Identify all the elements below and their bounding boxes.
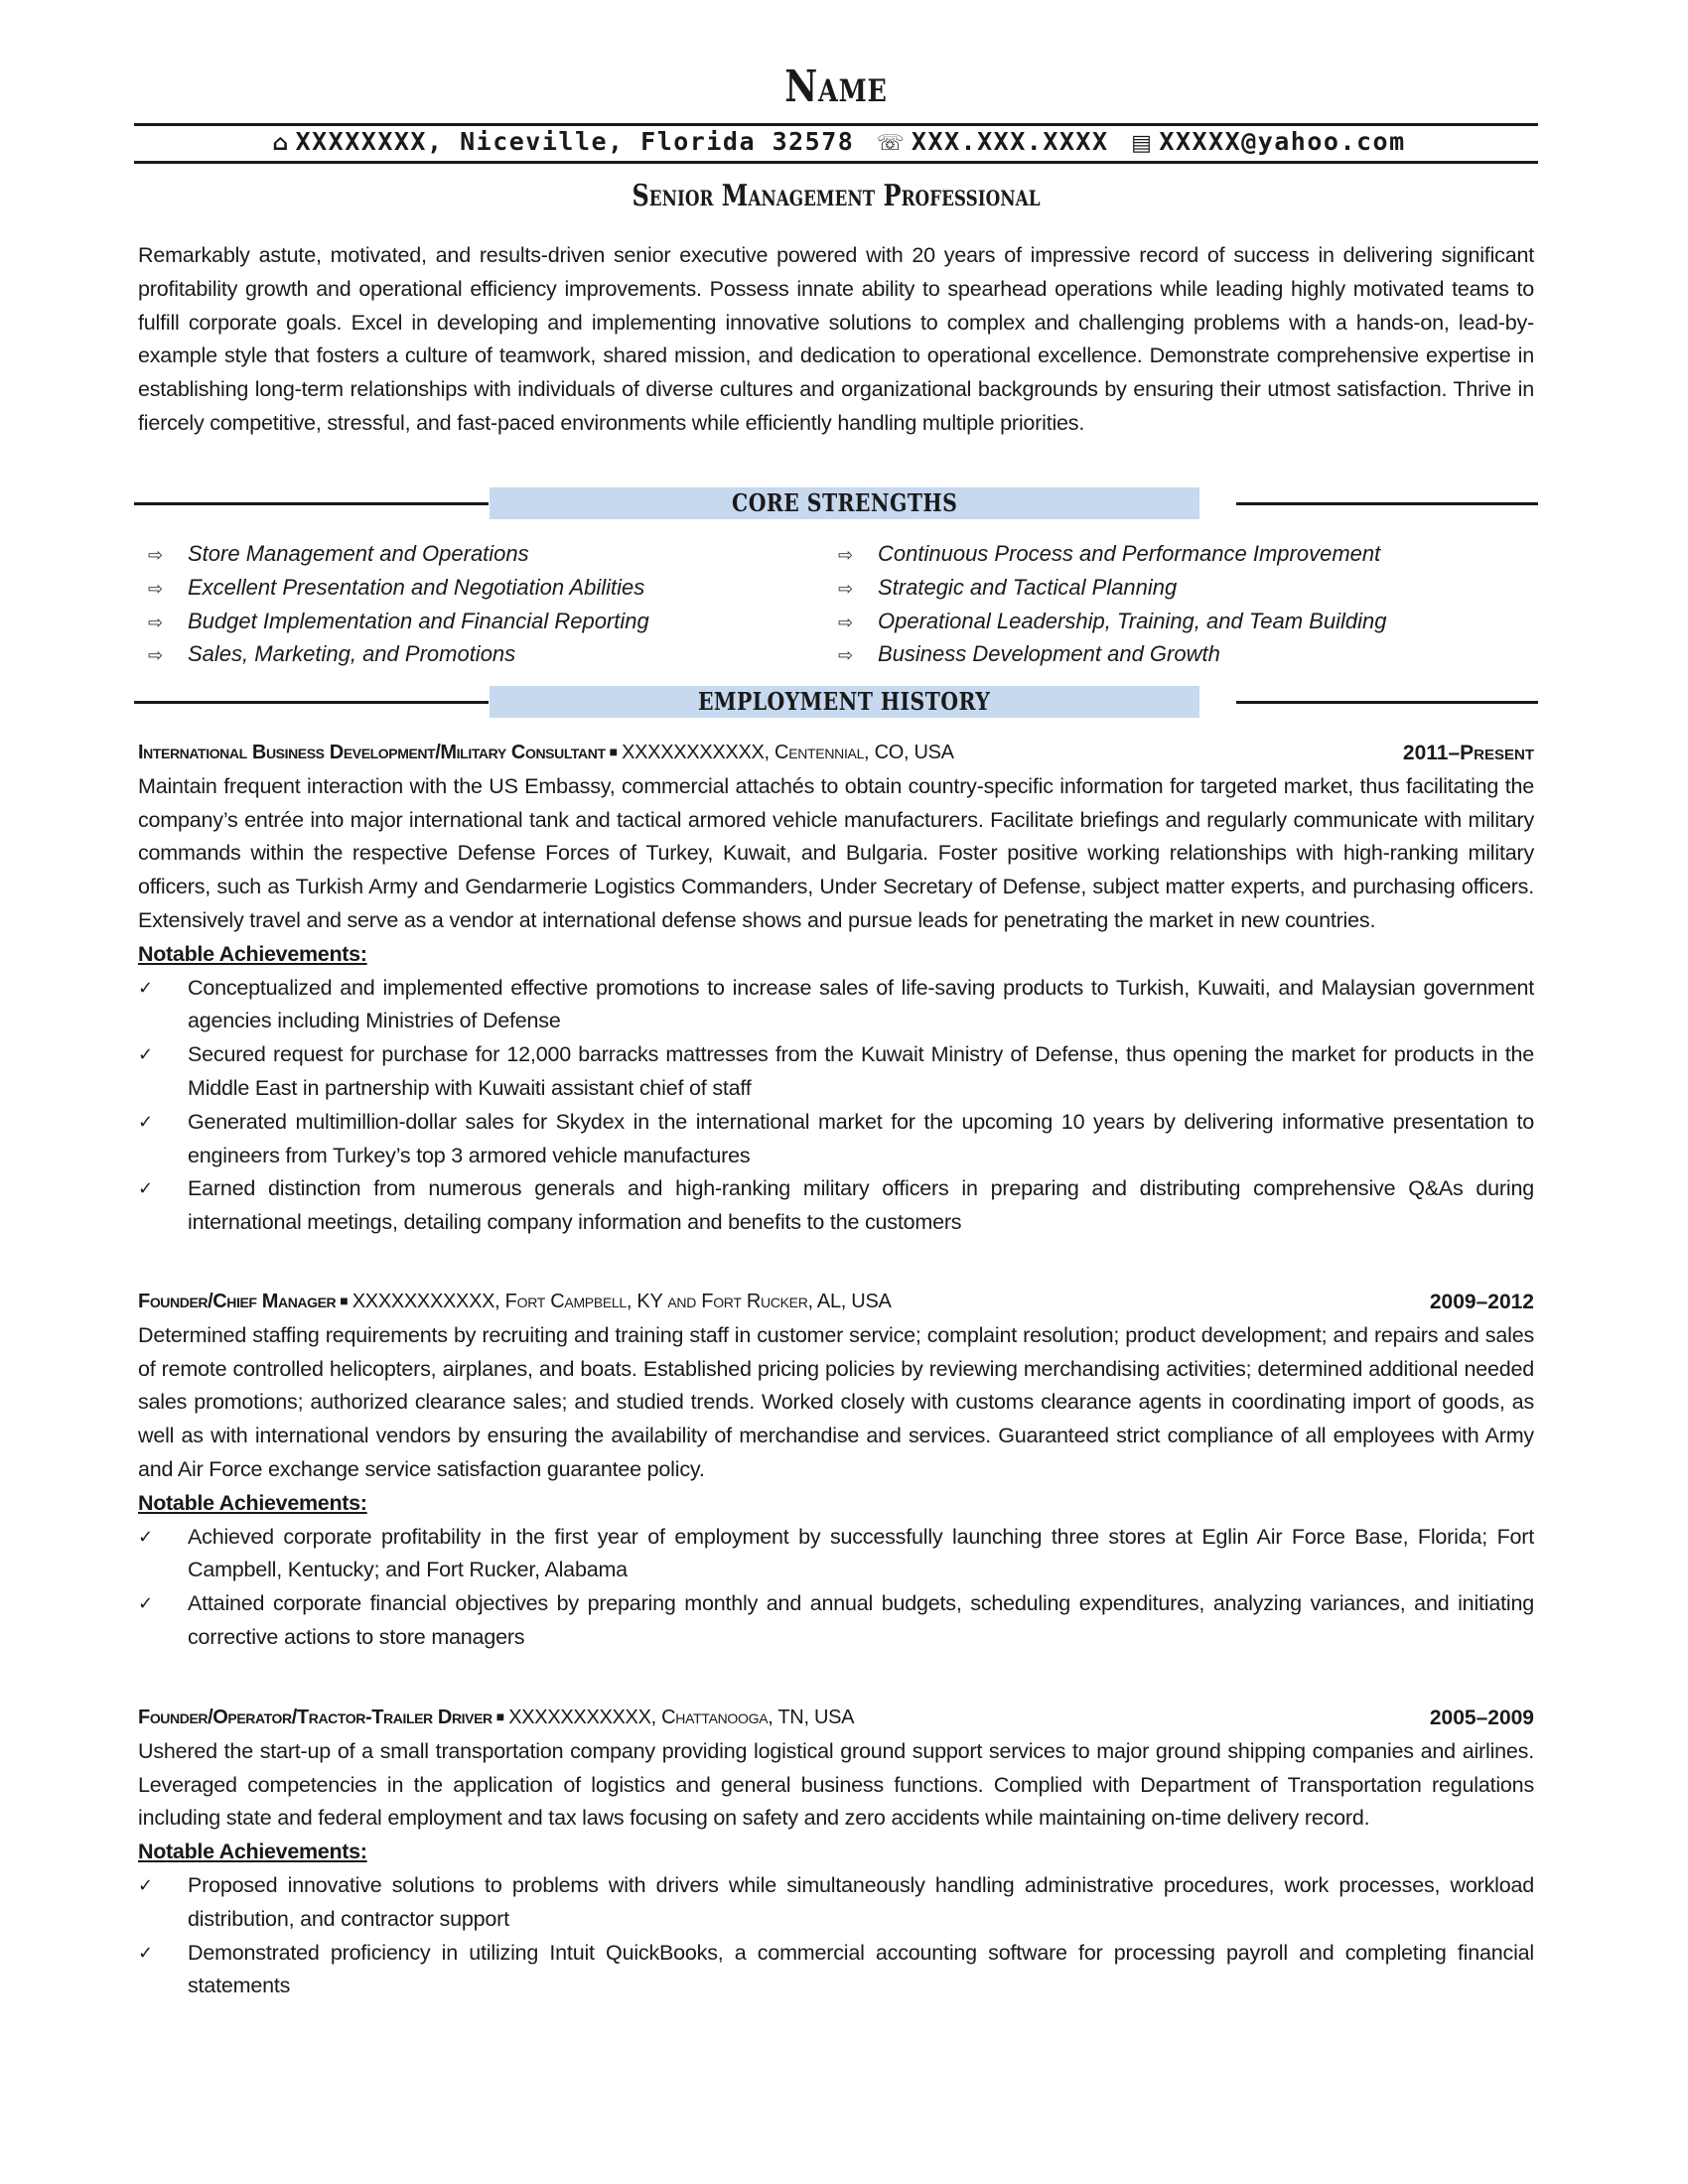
strength-label: Store Management and Operations	[188, 541, 529, 566]
achievement-text: Achieved corporate profitability in the first year of employment by successfully launching three stores at Eglin Air Force Base, Florida; Fort Campbell, Kentucky; and Fort Rucker, Alabama	[188, 1524, 1534, 1582]
divider	[1236, 701, 1538, 704]
strength-item	[838, 571, 1513, 605]
arrow-right-icon: ⇨	[148, 612, 164, 632]
core-strengths-left-column	[148, 537, 823, 671]
job-company: XXXXXXXXXXX, Fort Campbell, KY and Fort Rucker, AL, USA	[352, 1291, 892, 1312]
section-band	[490, 487, 1199, 519]
strength-item	[148, 637, 823, 671]
arrow-right-icon: ⇨	[148, 545, 164, 565]
strength-item	[148, 571, 823, 605]
phone: XXX.XXX.XXXX	[911, 127, 1109, 156]
square-bullet-icon: ■	[340, 1293, 349, 1308]
achievement-item	[138, 1038, 1534, 1106]
header-bottom-rule	[134, 161, 1538, 164]
core-strengths-right-column	[838, 537, 1513, 671]
achievement-text: Conceptualized and implemented effective promotions to increase sales of life-saving products to Turkish, Kuwaiti, and Malaysian government agencies including Ministries of Defense	[188, 975, 1534, 1033]
header-top-rule	[134, 123, 1538, 126]
job-company: XXXXXXXXXXX, Centennial, CO, USA	[622, 742, 954, 763]
strength-label: Business Development and Growth	[878, 641, 1220, 667]
checkmark-icon: ✓	[138, 1044, 153, 1066]
candidate-name: Name	[784, 62, 888, 112]
strength-item	[148, 605, 823, 638]
achievement-item	[138, 1521, 1534, 1588]
strength-item	[148, 537, 823, 571]
arrow-right-icon: ⇨	[148, 578, 164, 599]
strength-label: Continuous Process and Performance Improvement	[878, 541, 1381, 566]
laptop-icon: ▤	[1131, 131, 1154, 156]
arrow-right-icon: ⇨	[838, 645, 854, 666]
summary-paragraph: Remarkably astute, motivated, and results-driven senior executive powered with 20 years of impressive record of success in delivering significant profitability growth and operational efficiency improvements. Possess innate ability to spearhead operations while leading highly motivated teams to fulfill corporate goals. Excel in developing and implementing innovative solutions to complex and challenging problems with a hands-on, lead-by-example style that fosters a culture of teamwork, shared mission, and dedication to operational excellence. Demonstrate comprehensive expertise in establishing long-term relationships with individuals of diverse cultures and organizational backgrounds by ensuring their utmost satisfaction. Thrive in fiercely competitive, stressful, and fast-paced environments while efficiently handling multiple priorities.	[138, 243, 1534, 435]
checkmark-icon: ✓	[138, 1111, 153, 1133]
achievement-text: Generated multimillion-dollar sales for Skydex in the international market for the upcoming 10 years by delivering informative presentation to engineers from Turkey’s top 3 armored vehicle manufactures	[188, 1109, 1534, 1167]
strength-label: Sales, Marketing, and Promotions	[188, 641, 516, 667]
job-title: International Business Development/Military Consultant	[138, 742, 606, 763]
checkmark-icon: ✓	[138, 1178, 153, 1200]
achievements-label: Notable Achievements:	[138, 1490, 367, 1515]
divider	[1236, 502, 1538, 505]
strength-label: Budget Implementation and Financial Reporting	[188, 608, 649, 633]
job-description: Ushered the start-up of a small transportation company providing logistical ground support services to major ground shipping companies and airlines. Leveraged competencies in the application of logistics and general business functions. Complied with Department of Transportation regulations including state and federal employment and tax laws focusing on safety and zero accidents while maintaining on-time delivery record.	[138, 1738, 1534, 1831]
job-title: Founder/Operator/Tractor-Trailer Driver	[138, 1706, 492, 1728]
divider	[134, 502, 489, 505]
arrow-right-icon: ⇨	[838, 578, 854, 599]
section-band	[490, 686, 1199, 718]
checkmark-icon: ✓	[138, 977, 153, 999]
job-dates: 2009–2012	[1429, 1291, 1534, 1313]
achievement-text: Secured request for purchase for 12,000 barracks mattresses from the Kuwait Ministry of Defense, thus opening the market for products in the Middle East in partnership with Kuwaiti assistant chief of staff	[188, 1042, 1534, 1100]
checkmark-icon: ✓	[138, 1526, 153, 1548]
job-header	[138, 1702, 1534, 1735]
checkmark-icon: ✓	[138, 1874, 153, 1896]
email-link[interactable]: XXXXX@yahoo.com	[1159, 127, 1406, 156]
achievement-item	[138, 1106, 1534, 1173]
house-icon: ⌂	[272, 131, 290, 156]
strength-label: Operational Leadership, Training, and Team Building	[878, 608, 1387, 633]
strength-item	[838, 605, 1513, 638]
job-description: Maintain frequent interaction with the US Embassy, commercial attachés to obtain country-specific information for targeted market, thus facilitating the company’s entrée into major international tank and tactical armored vehicle manufacturers. Facilitate briefings and regularly communicate with military commands within the respective Defense Forces of Turkey, Kuwait, and Bulgaria. Foster positive working relationships with high-ranking military officers, such as Turkish Army and Gendarmerie Logistics Commanders, Under Secretary of Defense, subject matter experts, and purchasing officers. Extensively travel and serve as a vendor at international defense shows and pursue leads for penetrating the market in new countries.	[138, 773, 1534, 932]
checkmark-icon: ✓	[138, 1593, 153, 1615]
achievement-item	[138, 1587, 1534, 1655]
strength-item	[838, 537, 1513, 571]
checkmark-icon: ✓	[138, 1942, 153, 1964]
arrow-right-icon: ⇨	[148, 645, 164, 666]
job-entry	[138, 1702, 1534, 2003]
job-dates: 2011–Present	[1402, 742, 1534, 764]
job-description: Determined staffing requirements by recruiting and training staff in customer service; complaint resolution; product development; and repairs and sales of remote controlled helicopters, airplanes, and boats. Established pricing policies by reviewing merchandising activities; determined additional needed sales promotions; authorized clearance sales; and studied trends. Worked closely with customs clearance agents in coordinating import of goods, as well as with international vendors by ensuring the availability of merchandise and services. Guaranteed strict compliance of all employees with Army and Air Force exchange service satisfaction guarantee policy.	[138, 1322, 1534, 1481]
job-entry	[138, 1286, 1534, 1655]
professional-title: Senior Management Professional	[632, 179, 1041, 213]
cellphone-icon: ☏	[876, 131, 906, 156]
job-company: XXXXXXXXXXX, Chattanooga, TN, USA	[508, 1706, 855, 1728]
strength-label: Strategic and Tactical Planning	[878, 574, 1178, 600]
achievements-label: Notable Achievements:	[138, 1840, 367, 1864]
job-dates: 2005–2009	[1429, 1706, 1534, 1729]
arrow-right-icon: ⇨	[838, 545, 854, 565]
job-header	[138, 1286, 1534, 1319]
section-title: CORE STRENGTHS	[731, 488, 958, 517]
job-title: Founder/Chief Manager	[138, 1291, 337, 1312]
achievement-item	[138, 972, 1534, 1039]
achievement-text: Earned distinction from numerous generals and high-ranking military officers in preparing and distributing comprehensive Q&As during international meetings, detailing company information and benefits to the customers	[188, 1176, 1534, 1235]
achievement-item	[138, 1172, 1534, 1240]
strength-label: Excellent Presentation and Negotiation Abilities	[188, 574, 645, 600]
achievement-item	[138, 1937, 1534, 2004]
section-header-employment-history	[134, 686, 1538, 718]
section-header-core-strengths	[134, 487, 1538, 519]
square-bullet-icon: ■	[609, 744, 619, 759]
achievement-text: Attained corporate financial objectives by preparing monthly and annual budgets, scheduling expenditures, analyzing variances, and initiating corrective actions to store managers	[188, 1591, 1534, 1649]
strength-item	[838, 637, 1513, 671]
address: XXXXXXXX, Niceville, Florida 32578	[295, 127, 855, 156]
achievement-text: Proposed innovative solutions to problems with drivers while simultaneously handling administrative procedures, work processes, workload distribution, and contractor support	[188, 1872, 1534, 1931]
square-bullet-icon: ■	[495, 1708, 505, 1724]
achievements-label: Notable Achievements:	[138, 941, 367, 966]
achievement-item	[138, 1869, 1534, 1937]
achievement-text: Demonstrated proficiency in utilizing Intuit QuickBooks, a commercial accounting software for processing payroll and completing financial statements	[188, 1940, 1534, 1998]
divider	[134, 701, 489, 704]
contact-line	[138, 127, 1534, 156]
job-header	[138, 737, 1534, 770]
section-title: EMPLOYMENT HISTORY	[698, 687, 991, 716]
job-entry	[138, 737, 1534, 1240]
arrow-right-icon: ⇨	[838, 612, 854, 632]
